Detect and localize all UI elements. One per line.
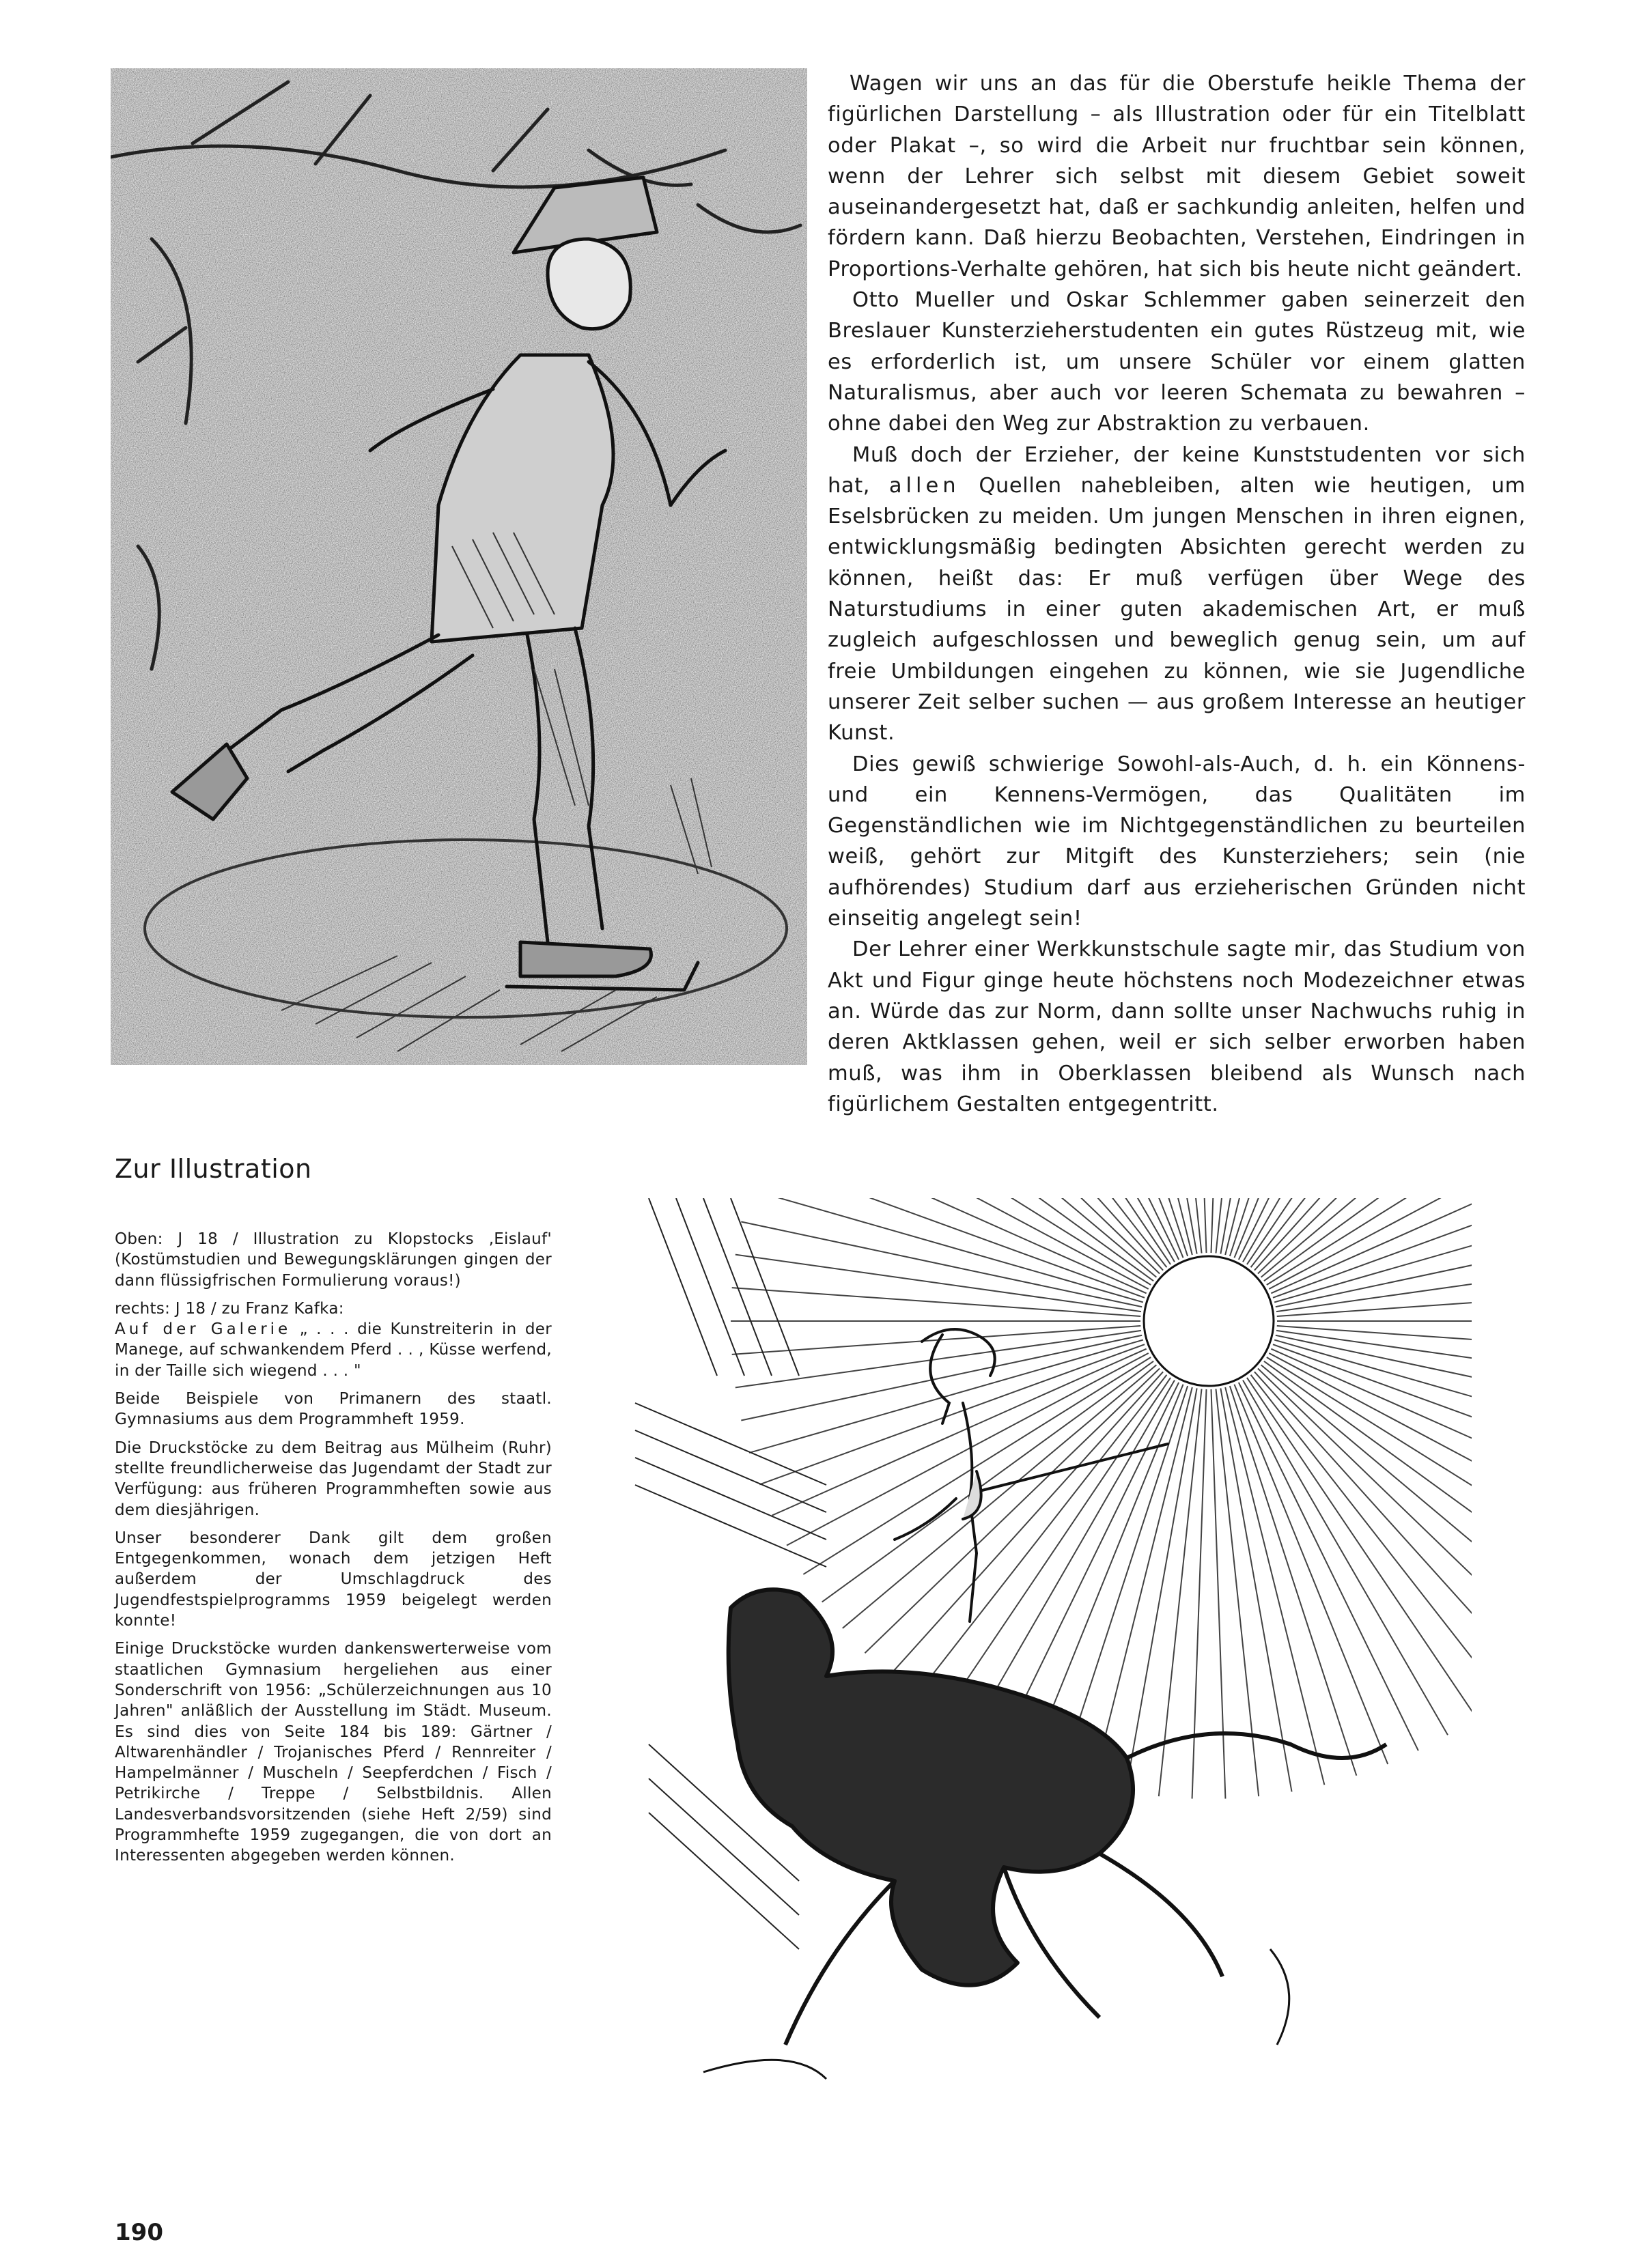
caption-source: Beide Beispiele von Primanern des staatl. Gymnasiums aus dem Programmheft 1959. xyxy=(115,1390,552,1429)
paragraph-1: Wagen wir uns an das für die Oberstufe heikle Thema der figürlichen Darstellung – als Illustration oder für ein Titelblatt oder Plakat –, so wird die Arbeit nur fruchtbar sein können, wenn der Lehrer sich selbst mit diesem Gebiet soweit auseinandergesetzt hat, daß er sachkundig anleiten, helfen und fördern kann. Daß hierzu Beobachten, Verstehen, Eindringen in Proportions-Verhalte gehören, hat sich bis heute nicht geändert. xyxy=(828,72,1526,281)
caption-loans: Einige Druckstöcke wurden dankenswerterweise vom staatlichen Gymnasium hergeliehen aus einer Sonderschrift von 1956: „Schülerzeichnungen aus 10 Jahren" anläßlich der Ausstellung im Städt. Museum. Es sind dies von Seite 184 bis 189: Gärtner / Altwarenhändler / Trojanisches Pferd / Rennreiter / Hampelmänner / Muscheln / Seepferdchen / Fisch / Petrikirche / Treppe / Selbstbildnis. Allen Landesverbandsvorsitzenden (siehe Heft 2/59) sind Programmhefte 1959 zugegangen, die von dort an Interessenten abgegeben werden können. xyxy=(115,1640,552,1865)
caption-right-title: Auf der Galerie xyxy=(115,1320,292,1339)
paragraph-5: Der Lehrer einer Werkkunstschule sagte mir, das Studium von Akt und Figur ginge heute höchstens noch Modezeichner etwas an. Würde das zur Norm, dann sollte unser Nachwuchs ruhig in deren Aktklassen gehen, weil er sich selber erworben haben muß, was ihm in Oberklassen bleibend als Wunsch nach figürlichem Gestalten entgegentritt. xyxy=(828,937,1526,1116)
paragraph-2: Otto Mueller und Oskar Schlemmer gaben seinerzeit den Breslauer Kunsterzieherstudenten ein gutes Rüstzeug mit, wie es erforderlich ist, um unsere Schüler vor einem glatten Naturalismus, aber auch vor leeren Schemata zu bewahren – ohne dabei den Weg zur Abstraktion zu verbauen. xyxy=(828,288,1526,436)
circus-rider-illustration xyxy=(621,1198,1472,2137)
paragraph-3-start: Muß doch der Erzieher, der keine Kunststudenten vor sich hat, xyxy=(828,442,1526,498)
paragraph-3-end: Quellen nahebleiben, alten wie heutigen, um Eselsbrücken zu meiden. Um jungen Menschen in ihren eignen, entwicklungsmäßig bedingten Absichten gerecht werden zu können, heißt das: Er muß verfügen über Wege des Naturstudiums in einer guten akademischen Art, er muß zugleich aufgeschlossen und beweglich genug sein, um auf freie Umbildungen eingehen zu können, wie sie Jugendliche unserer Zeit selber suchen — aus großem Interesse an heutiger Kunst. xyxy=(828,473,1526,746)
caption-right-prefix: rechts: J 18 / zu Franz Kafka: xyxy=(115,1299,344,1318)
caption-thanks: Unser besonderer Dank gilt dem großen Entgegenkommen, wonach dem jetzigen Heft außerdem der Umschlagdruck des Jugendfestspielprogramms 1959 beigelegt werden konnte! xyxy=(115,1529,552,1630)
caption-column xyxy=(115,1229,552,1874)
paragraph-3-emphasis: allen xyxy=(888,473,960,498)
skater-illustration xyxy=(111,68,807,1065)
caption-right-quote: „ . . . die Kunstreiterin in der Manege, auf schwankendem Pferd . . , Küsse werfend, in der Taille sich wiegend . . . " xyxy=(115,1320,552,1380)
section-heading: Zur Illustration xyxy=(115,1154,312,1184)
page-number: 190 xyxy=(115,2219,163,2246)
paragraph-3 xyxy=(828,440,1526,749)
article-body xyxy=(828,68,1526,1120)
caption-top-image: Oben: J 18 / Illustration zu Klopstocks ‚Eislauf' (Kostümstudien und Bewegungsklärungen gingen der dann flüssigfrischen Formulierung voraus!) xyxy=(115,1230,552,1290)
paragraph-4: Dies gewiß schwierige Sowohl-als-Auch, d. h. ein Könnens- und ein Kennens-Vermögen, das Qualitäten im Gegenständlichen wie im Nichtgegenständlichen zu beurteilen weiß, gehört zur Mitgift des Kunsterziehers; sein (nie aufhörendes) Studium darf aus erzieherischen Gründen nicht einseitig angelegt sein! xyxy=(828,752,1526,931)
caption-credits: Die Druckstöcke zu dem Beitrag aus Mülheim (Ruhr) stellte freundlicherweise das Jugendamt der Stadt zur Verfügung: aus früheren Programmheften sowie aus dem diesjährigen. xyxy=(115,1438,552,1519)
caption-right-image xyxy=(115,1299,552,1381)
